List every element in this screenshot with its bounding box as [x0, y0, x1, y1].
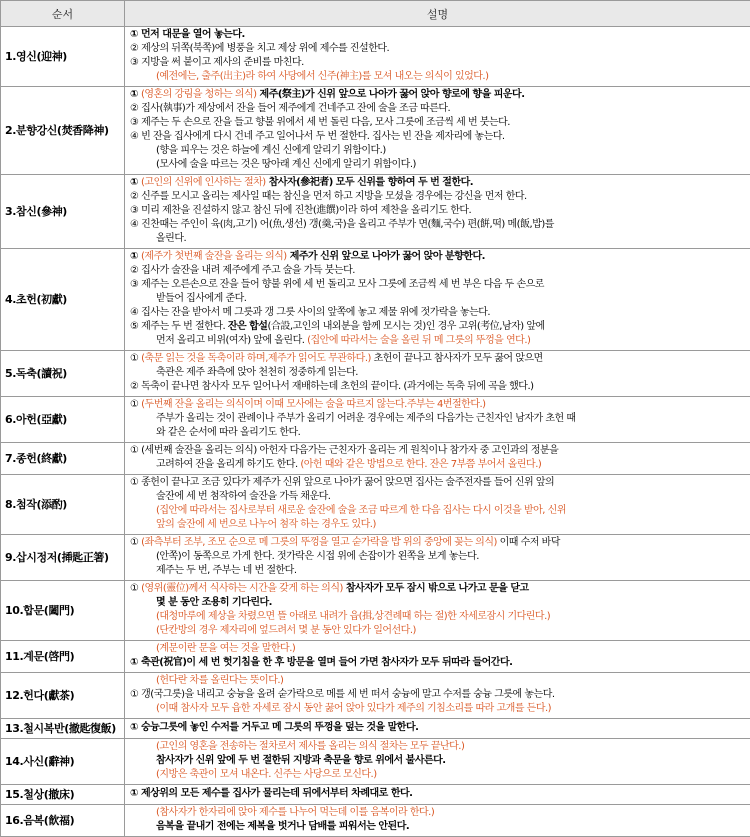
description-text: ① [130, 353, 141, 364]
description-text: (合設,고인의 내외분을 함께 모시는 것)인 경우 고위(考位,남자) 앞에 [267, 321, 544, 332]
step-description [125, 249, 750, 351]
description-text: 제주가 신위 앞으로 나아가 꿇어 앉아 분향한다. [287, 251, 485, 262]
step-description [125, 805, 750, 837]
step-description [125, 443, 750, 475]
description-line [130, 278, 747, 292]
description-text: 참사자(參祀者) 모두 신위를 향하여 두 번 절한다. [266, 177, 473, 188]
note-text: (영위(靈位)께서 식사하는 시간을 갖게 하는 의식) [141, 583, 343, 594]
note-text: (대청마루에 제상을 차렸으면 뜰 아래로 내려가 읍(揖,상견례때 하는 절)한 자세로잠시 기다린다.) [156, 611, 550, 622]
step-name: 4.초헌(初獻) [1, 249, 125, 351]
description-line [130, 656, 747, 670]
note-text: (영혼의 강림을 청하는 의식) [141, 89, 257, 100]
step-name: 13.철시복반(撤匙復飯) [1, 719, 125, 739]
description-line [130, 504, 747, 518]
table-row [1, 87, 750, 175]
table-row [1, 249, 750, 351]
description-line [130, 702, 747, 716]
table-row [1, 475, 750, 535]
description-line [130, 218, 747, 232]
description-line [130, 306, 747, 320]
table-row [1, 641, 750, 673]
description-text: ① [130, 399, 141, 410]
description-text: ③ 제주는 오른손으로 잔을 들어 향불 위에 세 번 돌리고 모사 그릇에 조금씩 세 번 부은 다음 두 손으로 [130, 279, 544, 290]
description-text: 제주(祭主)가 신위 앞으로 나아가 꿇어 앉아 향로에 향을 피운다. [257, 89, 525, 100]
note-text: (참사자가 한자리에 앉아 제수를 나누어 먹는데 이를 음복이라 한다.) [156, 807, 434, 818]
table-row [1, 581, 750, 641]
description-text: 참사자가 신위 앞에 두 번 절한뒤 지방과 축문을 향로 위에서 불사른다. [156, 755, 446, 766]
step-name: 5.독축(讀祝) [1, 351, 125, 397]
note-text: 앞의 술잔에 세 번으로 나누어 첨작 하는 경우도 있다.) [156, 519, 376, 530]
table-row [1, 27, 750, 87]
description-line [130, 754, 747, 768]
description-line [130, 688, 747, 702]
step-name: 8.첨작(添酌) [1, 475, 125, 535]
description-text: ① 먼저 대문을 열어 놓는다. [130, 29, 245, 40]
description-line [130, 642, 747, 656]
step-description [125, 785, 750, 805]
description-text: 올린다. [156, 233, 186, 244]
note-text: (집안에 따라서는 집사로부터 새로운 술잔에 술을 조금 따르게 한 다음 집사는 다시 이것을 받아, 신위 [156, 505, 566, 516]
step-name: 15.철상(撤床) [1, 785, 125, 805]
note-text: (축문 읽는 것을 독축이라 하며,제주가 읽어도 무관하다.) [141, 353, 371, 364]
description-text: ③ 미리 제찬을 진설하지 않고 참신 뒤에 진찬(進饌)이라 하여 제찬을 올리기도 한다. [130, 205, 471, 216]
description-line [130, 320, 747, 334]
table-body [1, 27, 750, 837]
step-name: 14.사신(辭神) [1, 739, 125, 785]
note-text: (고인의 영혼을 전송하는 절차로서 제사를 올리는 의식 절차는 모두 끝난다.) [156, 741, 464, 752]
description-line [130, 426, 747, 440]
table-row [1, 535, 750, 581]
description-line [130, 674, 747, 688]
table-row [1, 785, 750, 805]
step-description [125, 719, 750, 739]
step-name: 11.계문(啓門) [1, 641, 125, 673]
description-line [130, 116, 747, 130]
description-text: ④ 빈 잔을 집사에게 다시 건네 주고 일어나서 두 번 절한다. 집사는 빈 잔을 제자리에 놓는다. [130, 131, 505, 142]
description-line [130, 550, 747, 564]
description-text: (안쪽)이 동쪽으로 가게 한다. 젓가락은 시접 위에 손잡이가 왼쪽을 보게 놓는다. [156, 551, 479, 562]
description-text: ① [130, 537, 141, 548]
description-line [130, 596, 747, 610]
description-text: ② 독축이 끝나면 참사자 모두 일어나서 재배하는데 초헌의 끝이다. (과거에는 독축 뒤에 곡을 했다.) [130, 381, 534, 392]
step-name: 16.음복(飮福) [1, 805, 125, 837]
description-text: 잔은 합설 [228, 321, 268, 332]
description-line [130, 366, 747, 380]
table-row [1, 175, 750, 249]
description-line [130, 806, 747, 820]
note-text: (집안에 따라서는 술을 올린 뒤 메 그릇의 뚜껑을 연다.) [307, 335, 530, 346]
column-header-order: 순서 [1, 1, 125, 27]
description-text: ① 제상위의 모든 제수를 집사가 물리는데 뒤에서부터 차례대로 한다. [130, 788, 412, 799]
description-line [130, 536, 747, 550]
description-line [130, 398, 747, 412]
description-line [130, 740, 747, 754]
description-text: 술잔에 세 번 첨작하여 술잔을 가득 채운다. [156, 491, 330, 502]
description-text: 초헌이 끝나고 참사자가 모두 꿇어 앉으면 [371, 353, 543, 364]
description-text: 받들어 집사에게 준다. [156, 293, 246, 304]
description-line [130, 102, 747, 116]
description-text: 와 같은 순서에 따라 올리기도 한다. [156, 427, 300, 438]
step-description [125, 351, 750, 397]
description-text: ① [130, 177, 141, 188]
description-line [130, 232, 747, 246]
description-line [130, 490, 747, 504]
description-text: ② 집사(執事)가 제상에서 잔을 들어 제주에게 건네주고 잔에 술을 조금 따른다. [130, 103, 450, 114]
description-line [130, 88, 747, 102]
description-text: ① [130, 583, 141, 594]
description-line [130, 624, 747, 638]
table-row [1, 805, 750, 837]
description-line [130, 518, 747, 532]
description-text: ② 집사가 술잔을 내려 제주에게 주고 술을 가득 붓는다. [130, 265, 355, 276]
note-text: (두번째 잔을 올리는 의식이며 이때 모사에는 술을 따르지 않는다.주부는 4번절한다.) [141, 399, 485, 410]
description-text: ① [130, 251, 141, 262]
description-text: 이때 수저 바닥 [497, 537, 560, 548]
step-name: 7.종헌(終獻) [1, 443, 125, 475]
description-line [130, 380, 747, 394]
description-line [130, 787, 747, 801]
step-name: 6.아헌(亞獻) [1, 397, 125, 443]
table-header-row [1, 1, 750, 27]
description-line [130, 610, 747, 624]
step-description [125, 475, 750, 535]
description-text: (모사에 술을 따르는 것은 땅아래 계신 신에게 알리기 위함이다.) [156, 159, 416, 170]
description-text: ④ 진찬때는 주인이 육(肉,고기) 어(魚,생선) 갱(羹,국)을 올리고 주부가 면(麵,국수) 편(餠,떡) 메(飯,밥)를 [130, 219, 554, 230]
step-name: 9.삽시정저(揷匙正箸) [1, 535, 125, 581]
table-row [1, 397, 750, 443]
column-header-description: 설명 [125, 1, 750, 27]
description-line [130, 176, 747, 190]
description-line [130, 292, 747, 306]
description-text: ① [130, 89, 141, 100]
description-line [130, 352, 747, 366]
description-text: 음복을 끝내기 전에는 제복을 벗거나 담배를 피워서는 안된다. [156, 821, 409, 832]
step-description [125, 175, 750, 249]
description-text: ② 신주를 모시고 올리는 제사일 때는 참신을 먼저 하고 지방을 모셨을 경우에는 강신을 먼저 한다. [130, 191, 527, 202]
description-text: 제주는 두 번, 주부는 네 번 절한다. [156, 565, 297, 576]
description-text: ① (세번째 술잔을 올리는 의식) 아헌자 다음가는 근친자가 올리는 게 원칙이나 참가자 중 고인과의 정분을 [130, 445, 558, 456]
step-description [125, 581, 750, 641]
description-line [130, 42, 747, 56]
description-line [130, 820, 747, 834]
step-description [125, 535, 750, 581]
note-text: (고인의 신위에 인사하는 절차) [141, 177, 266, 188]
description-text: ⑤ 제주는 두 번 절한다. [130, 321, 228, 332]
description-line [130, 28, 747, 42]
description-text: 참사자가 모두 잠시 밖으로 나가고 문을 닫고 [343, 583, 529, 594]
note-text: (헌다란 차를 올린다는 뜻이다.) [156, 675, 283, 686]
table-row [1, 719, 750, 739]
description-line [130, 412, 747, 426]
description-line [130, 458, 747, 472]
step-name: 1.영신(迎神) [1, 27, 125, 87]
description-text: ① 숭늉그릇에 놓인 수저를 거두고 메 그릇의 뚜껑을 덮는 것을 말한다. [130, 722, 418, 733]
description-line [130, 158, 747, 172]
table-row [1, 443, 750, 475]
description-text: 축관은 제주 좌측에 앉아 천천히 정중하게 읽는다. [156, 367, 358, 378]
description-line [130, 334, 747, 348]
description-text: ④ 집사는 잔을 받아서 메 그릇과 갱 그릇 사이의 앞쪽에 놓고 제물 위에 젓가락을 놓는다. [130, 307, 490, 318]
step-name: 12.헌다(獻茶) [1, 673, 125, 719]
description-line [130, 564, 747, 578]
step-name: 3.참신(參神) [1, 175, 125, 249]
description-text: ① 갱(국그릇)을 내리고 숭늉을 올려 숟가락으로 메를 세 번 떠서 숭늉에 말고 수저를 숭늉 그릇에 놓는다. [130, 689, 555, 700]
description-line [130, 582, 747, 596]
description-text: ② 제상의 뒤쪽(북쪽)에 병풍을 치고 제상 위에 제수를 진설한다. [130, 43, 389, 54]
description-line [130, 444, 747, 458]
note-text: (단칸방의 경우 제자리에 엎드려서 몇 분 동안 있다가 일어선다.) [156, 625, 416, 636]
description-text: ① 축관(祝官)이 세 번 헛기침을 한 후 방문을 열며 들어 가면 참사자가 모두 뒤따라 들어간다. [130, 657, 512, 668]
description-line [130, 721, 747, 735]
description-text: ③ 제주는 두 손으로 잔을 들고 향불 위에서 세 번 돌린 다음, 모사 그릇에 조금씩 세 번 붓는다. [130, 117, 510, 128]
step-description [125, 673, 750, 719]
step-name: 2.분향강신(焚香降神) [1, 87, 125, 175]
description-text: 몇 분 동안 조용히 기다린다. [156, 597, 272, 608]
description-line [130, 264, 747, 278]
table-row [1, 739, 750, 785]
step-description [125, 739, 750, 785]
note-text: (제주가 첫번째 술잔을 올리는 의식) [141, 251, 287, 262]
description-text: 고려하여 잔을 올리게 하기도 한다. [156, 459, 300, 470]
description-text: ① 종헌이 끝나고 조금 있다가 제주가 신위 앞으로 나아가 꿇어 앉으면 집사는 술주전자를 들어 신위 앞의 [130, 477, 554, 488]
description-line [130, 250, 747, 264]
table-row [1, 351, 750, 397]
step-description [125, 397, 750, 443]
description-line [130, 130, 747, 144]
note-text: (예전에는, 출주(出主)라 하여 사당에서 신주(神主)를 모셔 내오는 의식이 있었다.) [156, 71, 489, 82]
note-text: (계문이란 문을 여는 것을 말한다.) [156, 643, 295, 654]
description-line [130, 144, 747, 158]
description-text: 먼저 올리고 비위(여자) 앞에 올린다. [156, 335, 307, 346]
step-description [125, 27, 750, 87]
description-line [130, 70, 747, 84]
note-text: (지방은 축관이 모셔 내온다. 신주는 사당으로 모신다.) [156, 769, 377, 780]
description-line [130, 190, 747, 204]
description-text: 주부가 올리는 것이 관례이나 주부가 올리기 어려운 경우에는 제주의 다음가는 근친자인 남자가 초헌 때 [156, 413, 576, 424]
note-text: (아헌 때와 같은 방법으로 한다. 잔은 7부쯤 부어서 올린다.) [300, 459, 541, 470]
description-line [130, 768, 747, 782]
description-line [130, 56, 747, 70]
step-description [125, 641, 750, 673]
note-text: (좌측부터 조부, 조모 순으로 메 그릇의 뚜껑을 열고 숟가락을 밥 위의 중앙에 꽂는 의식) [141, 537, 497, 548]
step-name: 10.합문(闔門) [1, 581, 125, 641]
description-text: (향을 피우는 것은 하늘에 계신 신에게 알리기 위함이다.) [156, 145, 386, 156]
table-row [1, 673, 750, 719]
description-line [130, 204, 747, 218]
step-description [125, 87, 750, 175]
note-text: (이때 참사자 모두 읍한 자세로 잠시 동안 꿇어 앉아 있다가 제주의 기침소리를 따라 고개를 든다.) [156, 703, 551, 714]
description-line [130, 476, 747, 490]
description-text: ③ 지방을 써 붙이고 제사의 준비를 마친다. [130, 57, 304, 68]
